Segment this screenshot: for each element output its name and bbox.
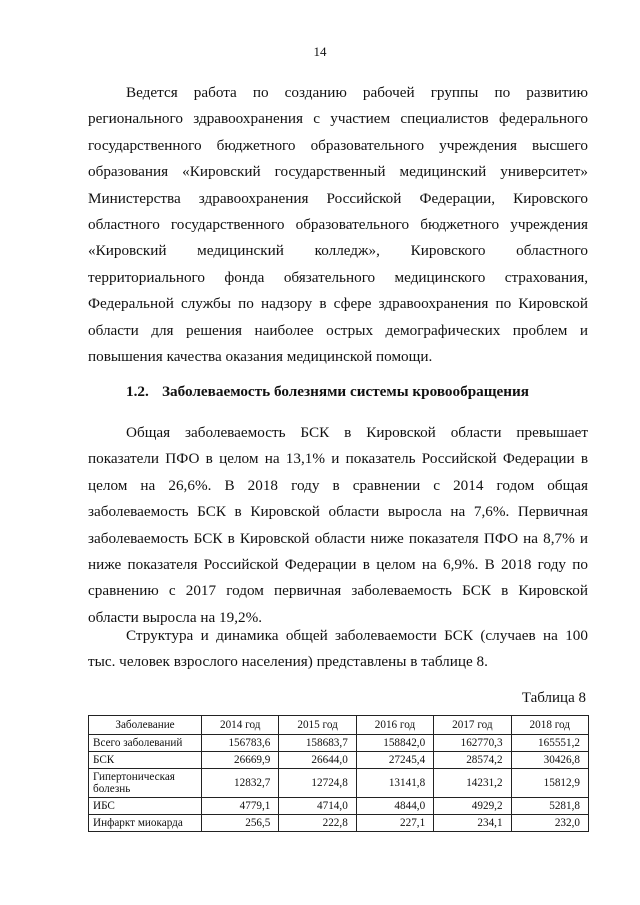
incidence-table — [88, 715, 589, 832]
table-label: Таблица 8 — [521, 690, 586, 706]
table-cell-value: 232,0 — [511, 815, 588, 832]
table-cell-disease: БСК — [89, 752, 202, 769]
table-header-cell: 2016 год — [356, 716, 433, 735]
table-cell-value: 5281,8 — [511, 798, 588, 815]
table-cell-value: 26644,0 — [279, 752, 356, 769]
table-cell-disease: Инфаркт миокарда — [89, 815, 202, 832]
paragraph-incidence: Общая заболеваемость БСК в Кировской области превышает показатели ПФО в целом на 13,1% и показатель Российской Федерации в целом на 26,6%. В 2018 году в сравнении с 2014 годом общая заболеваемость БСК в Кировской области выросла на 7,6%. Первичная заболеваемость БСК в Кировской области ниже показателя ПФО на 8,7% и ниже показателя Российской Федерации в целом на 6,9%. В 2018 году по сравнению с 2017 годом первичная заболеваемость БСК в Кировской области выросла на 19,2%. — [88, 424, 588, 626]
table-cell-value: 27245,4 — [356, 752, 433, 769]
table-cell-value: 158683,7 — [279, 735, 356, 752]
table-row — [89, 735, 589, 752]
table-row — [89, 815, 589, 832]
table-cell-value: 234,1 — [434, 815, 511, 832]
table-cell-value: 12832,7 — [202, 769, 279, 798]
table-cell-value: 165551,2 — [511, 735, 588, 752]
table-cell-value: 256,5 — [202, 815, 279, 832]
table-row — [89, 798, 589, 815]
table-row — [89, 769, 589, 798]
table-cell-value: 4714,0 — [279, 798, 356, 815]
table-cell-value: 30426,8 — [511, 752, 588, 769]
table-cell-disease: ИБС — [89, 798, 202, 815]
section-number: 1.2. — [126, 383, 149, 400]
table-cell-value: 162770,3 — [434, 735, 511, 752]
page-number: 14 — [313, 44, 327, 59]
table-cell-value: 26669,9 — [202, 752, 279, 769]
table-cell-value: 158842,0 — [356, 735, 433, 752]
table-cell-disease: Гипертоническая болезнь — [89, 769, 202, 798]
table-header-cell: 2015 год — [279, 716, 356, 735]
table-cell-value: 28574,2 — [434, 752, 511, 769]
table-cell-value: 156783,6 — [202, 735, 279, 752]
table-row — [89, 752, 589, 769]
section-heading — [126, 383, 529, 401]
table-cell-value: 4779,1 — [202, 798, 279, 815]
table-cell-value: 222,8 — [279, 815, 356, 832]
table-header-cell: 2018 год — [511, 716, 588, 735]
table-header-cell: Заболевание — [89, 716, 202, 735]
paragraph-table-intro: Структура и динамика общей заболеваемости БСК (случаев на 100 тыс. человек взрослого населения) представлены в таблице 8. — [88, 627, 588, 671]
table-cell-value: 12724,8 — [279, 769, 356, 798]
table-cell-value: 15812,9 — [511, 769, 588, 798]
table-header-row — [89, 716, 589, 735]
table-cell-value: 227,1 — [356, 815, 433, 832]
table-cell-value: 4929,2 — [434, 798, 511, 815]
table-cell-disease: Всего заболеваний — [89, 735, 202, 752]
table-cell-value: 14231,2 — [434, 769, 511, 798]
table-header-cell: 2017 год — [434, 716, 511, 735]
table-header-cell: 2014 год — [202, 716, 279, 735]
section-title: Заболеваемость болезнями системы кровообращения — [162, 383, 530, 400]
table-cell-value: 13141,8 — [356, 769, 433, 798]
table-cell-value: 4844,0 — [356, 798, 433, 815]
paragraph-working-group: Ведется работа по созданию рабочей группы по развитию регионального здравоохранения с участием специалистов федерального государственного бюджетного образовательного учреждения высшего образования «Кировский государственный медицинский университет» Министерства здравоохранения Российской Федерации, Кировского областного государственного образовательного бюджетного учреждения «Кировский медицинский колледж», Кировского областного территориального фонда обязательного медицинского страхования, Федеральной службы по надзору в сфере здравоохранения по Кировской области для решения наиболее острых демографических проблем и повышения качества оказания медицинской помощи. — [88, 84, 588, 366]
